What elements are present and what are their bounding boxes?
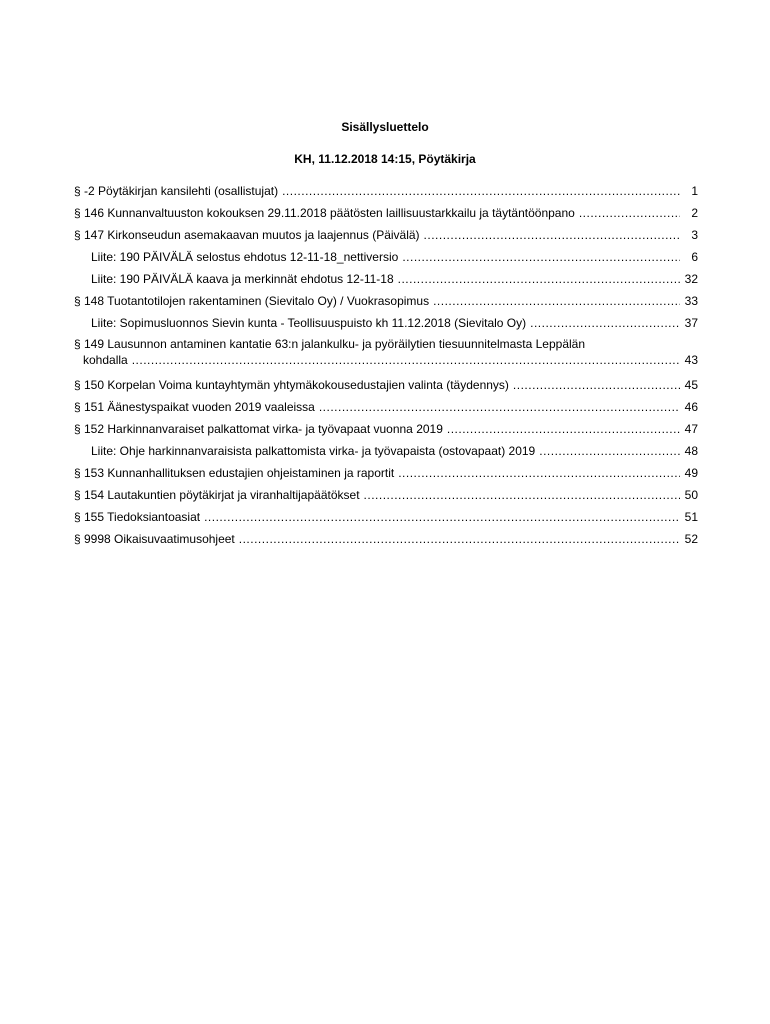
toc-page-number: 32: [684, 272, 698, 286]
toc-entry-label: Liite: Sopimusluonnos Sievin kunta - Teollisuuspuisto kh 11.12.2018 (Sievitalo Oy): [91, 316, 527, 330]
toc-page-number: 43: [684, 353, 698, 367]
toc-entry[interactable]: [74, 462, 698, 484]
toc-entry-label: Liite: 190 PÄIVÄLÄ kaava ja merkinnät ehdotus 12-11-18: [91, 272, 394, 286]
toc-page-number: 50: [684, 488, 698, 502]
toc-leader-dots: [204, 506, 680, 528]
toc-page-number: 3: [691, 228, 698, 242]
toc-entry-label: § 154 Lautakuntien pöytäkirjat ja viranhaltijapäätökset: [74, 488, 360, 502]
toc-leader-dots: [539, 440, 680, 462]
toc-page-number: 1: [691, 184, 698, 198]
toc-page-number: 6: [691, 250, 698, 264]
toc-entry-label: § 152 Harkinnanvaraiset palkattomat virka- ja työvapaat vuonna 2019: [74, 422, 443, 436]
toc-page-number: 37: [684, 316, 698, 330]
toc-leader-dots: [424, 224, 680, 246]
toc-subentry[interactable]: [74, 440, 698, 462]
toc-entry[interactable]: [74, 202, 698, 224]
toc-leader-dots: [319, 396, 680, 418]
table-of-contents: [74, 180, 698, 550]
toc-subentry[interactable]: [74, 312, 698, 334]
toc-entry[interactable]: [74, 374, 698, 396]
toc-entry-label: § 9998 Oikaisuvaatimusohjeet: [74, 532, 235, 546]
toc-entry[interactable]: [74, 484, 698, 506]
toc-subentry[interactable]: [74, 268, 698, 290]
toc-leader-dots: [239, 528, 680, 550]
toc-entry-label: § -2 Pöytäkirjan kansilehti (osallistujat): [74, 184, 279, 198]
toc-page-number: 46: [684, 400, 698, 414]
toc-leader-dots: [579, 202, 680, 224]
toc-page-number: 45: [684, 378, 698, 392]
toc-entry-label: § 148 Tuotantotilojen rakentaminen (Sievitalo Oy) / Vuokrasopimus: [74, 294, 430, 308]
toc-entry-label: § 153 Kunnanhallituksen edustajien ohjeistaminen ja raportit: [74, 466, 395, 480]
toc-entry-label: Liite: 190 PÄIVÄLÄ selostus ehdotus 12-11-18_nettiversio: [91, 250, 399, 264]
toc-subentry[interactable]: [74, 246, 698, 268]
toc-entry-label: § 146 Kunnanvaltuuston kokouksen 29.11.2018 päätösten laillisuustarkkailu ja täytäntöönpano: [74, 206, 575, 220]
toc-page-number: 49: [684, 466, 698, 480]
toc-entry[interactable]: [74, 224, 698, 246]
toc-leader-dots: [530, 312, 680, 334]
page-subtitle: KH, 11.12.2018 14:15, Pöytäkirja: [294, 152, 476, 166]
toc-leader-dots: [447, 418, 680, 440]
toc-page-number: 47: [684, 422, 698, 436]
toc-leader-dots: [282, 180, 680, 202]
toc-entry-label: Liite: Ohje harkinnanvaraisista palkattomista virka- ja työvapaista (ostovapaat) 2019: [91, 444, 536, 458]
toc-entry-label-continued: kohdalla: [83, 353, 128, 367]
toc-entry[interactable]: [74, 418, 698, 440]
toc-entry[interactable]: [74, 334, 698, 374]
toc-entry-label: § 155 Tiedoksiantoasiat: [74, 510, 201, 524]
toc-entry-label: § 150 Korpelan Voima kuntayhtymän yhtymäkokousedustajien valinta (täydennys): [74, 378, 509, 392]
toc-leader-dots: [398, 268, 680, 290]
toc-entry[interactable]: [74, 528, 698, 550]
toc-entry[interactable]: [74, 290, 698, 312]
toc-leader-dots: [402, 246, 680, 268]
toc-page-number: 52: [684, 532, 698, 546]
toc-entry[interactable]: [74, 180, 698, 202]
toc-page-number: 51: [684, 510, 698, 524]
page-title: Sisällysluettelo: [341, 120, 429, 134]
toc-page-number: 2: [691, 206, 698, 220]
toc-leader-dots: [513, 374, 680, 396]
toc-entry-label: § 149 Lausunnon antaminen kantatie 63:n jalankulku- ja pyöräilytien tiesuunnitelmasta Leppälän: [74, 337, 586, 351]
toc-page-number: 33: [684, 294, 698, 308]
toc-leader-dots: [364, 484, 680, 506]
toc-entry[interactable]: [74, 396, 698, 418]
toc-entry-label: § 151 Äänestyspaikat vuoden 2019 vaaleissa: [74, 400, 315, 414]
toc-leader-dots: [132, 352, 680, 368]
toc-entry-label: § 147 Kirkonseudun asemakaavan muutos ja laajennus (Päivälä): [74, 228, 420, 242]
toc-page-number: 48: [684, 444, 698, 458]
toc-leader-dots: [398, 462, 680, 484]
toc-leader-dots: [433, 290, 680, 312]
toc-entry[interactable]: [74, 506, 698, 528]
